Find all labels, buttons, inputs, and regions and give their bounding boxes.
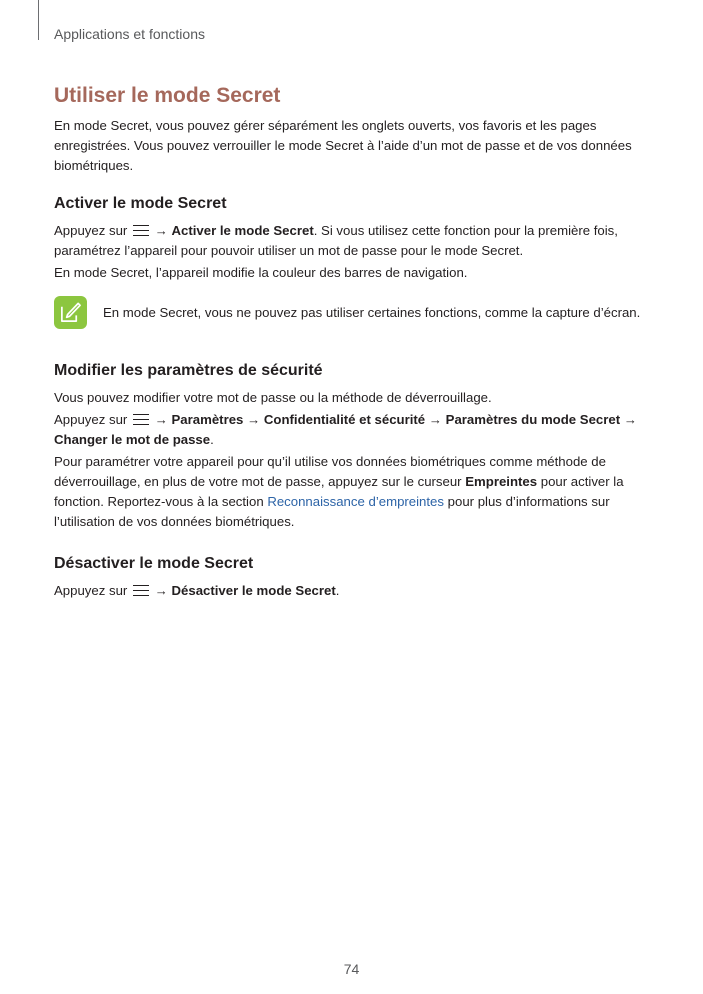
intro-paragraph: En mode Secret, vous pouvez gérer séparément les onglets ouverts, vos favoris et les pages enregistrées. Vous pouvez verrouiller le mode Secret à l’aide d’un mot de passe et de vos données biométriques. [54, 118, 632, 173]
security-instruction: Appuyez sur → Paramètres → Confidentialité et sécurité → Paramètres du mode Secret → Changer le mot de passe. [54, 412, 637, 447]
pencil-note-icon [54, 296, 87, 329]
page-content [54, 82, 654, 601]
security-intro: Vous pouvez modifier votre mot de passe ou la méthode de déverrouillage. [54, 390, 492, 405]
menu-icon [133, 414, 149, 425]
page-number: 74 [343, 961, 360, 977]
section-heading-deactivate: Désactiver le mode Secret [54, 555, 254, 572]
activate-instruction: Appuyez sur → Activer le mode Secret. Si vous utilisez cette fonction pour la première fois, paramétrez l’appareil pour pouvoir utiliser un mot de passe pour le mode Secret. [54, 223, 618, 258]
section-heading-security: Modifier les paramètres de sécurité [54, 362, 323, 379]
section-heading-activate: Activer le mode Secret [54, 195, 227, 212]
running-header: Applications et fonctions [54, 26, 205, 42]
page-title: Utiliser le mode Secret [54, 84, 281, 107]
deactivate-instruction: Appuyez sur → Désactiver le mode Secret. [54, 583, 340, 598]
menu-icon [133, 585, 149, 596]
fingerprint-recognition-link[interactable]: Reconnaissance d’empreintes [267, 494, 444, 509]
activate-note-text: En mode Secret, l’appareil modifie la couleur des barres de navigation. [54, 265, 468, 280]
header-divider [38, 0, 39, 40]
activate-secret-mode-option: Activer le mode Secret [171, 223, 314, 238]
note-text: En mode Secret, vous ne pouvez pas utiliser certaines fonctions, comme la capture d’écran. [103, 304, 641, 320]
note-box [54, 296, 654, 329]
biometrics-paragraph: Pour paramétrer votre appareil pour qu’il utilise vos données biométriques comme méthode de déverrouillage, en plus de votre mot de passe, appuyez sur le curseur Empreintes pour activer la fonction. Reportez-vous à la section Reconnaissance d’empreintes pour plus d’informations sur l’utilisation de vos données biométriques. [54, 454, 624, 529]
menu-icon [133, 225, 149, 236]
